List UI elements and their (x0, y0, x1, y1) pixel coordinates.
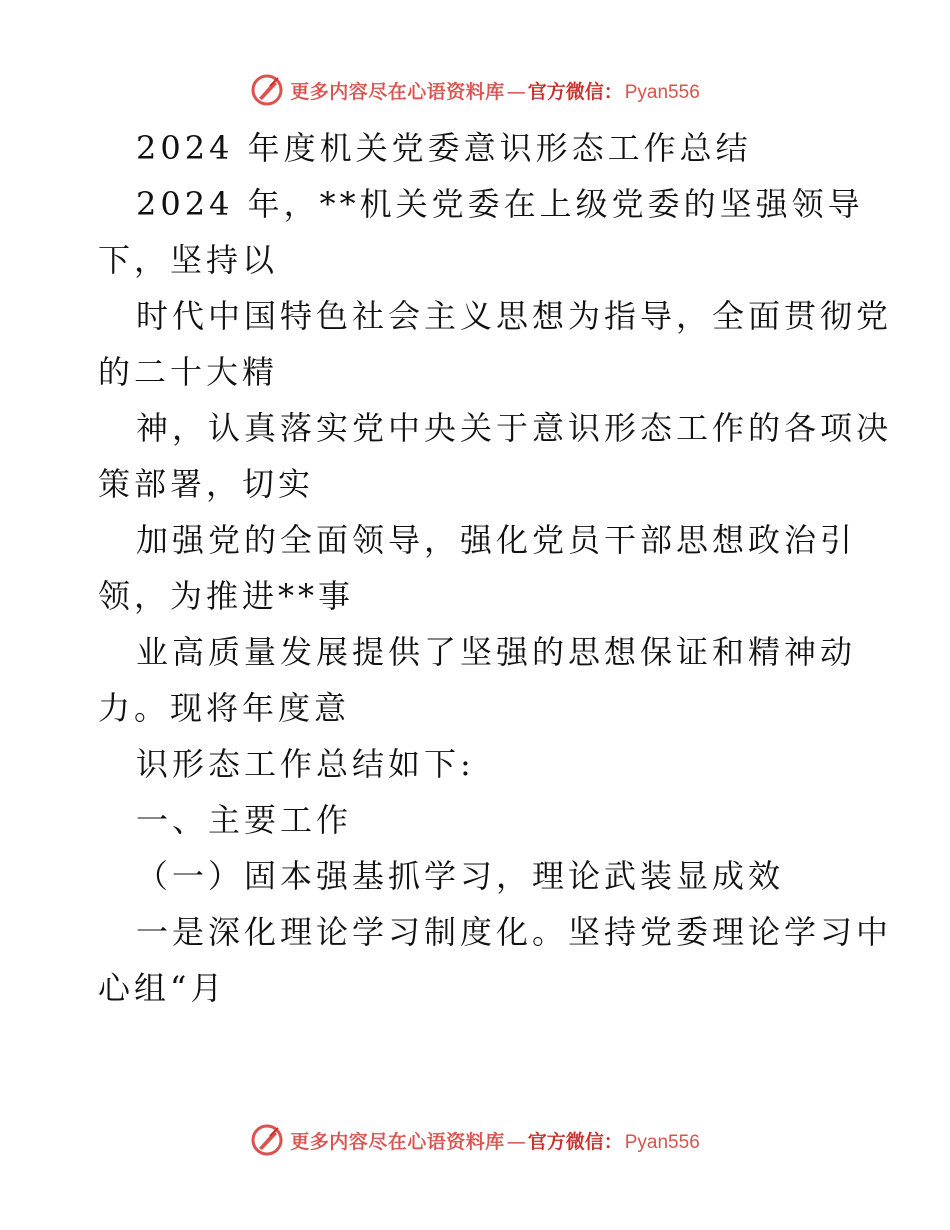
banner-site-name: 更多内容尽在心语资料库 (290, 1130, 505, 1153)
header-watermark-banner (0, 70, 950, 110)
quill-pen-logo-icon (250, 73, 284, 107)
subsection-heading: （一）固本强基抓学习，理论武装显成效 (136, 857, 785, 895)
paragraph-line: 业高质量发展提供了坚强的思想保证和精神动 (136, 633, 857, 671)
section-heading: 一、主要工作 (136, 801, 353, 839)
paragraph-line: 策部署，切实 (98, 465, 315, 503)
paragraph-line: 下，坚持以 (98, 241, 279, 279)
banner-site-name: 更多内容尽在心语资料库 (290, 80, 505, 103)
document-title: 2024 年度机关党委意识形态工作总结 (136, 129, 752, 167)
paragraph-line: 识形态工作总结如下: (136, 745, 475, 783)
banner-wechat-id: Pyan556 (624, 81, 700, 103)
banner-dash: — (506, 80, 526, 103)
banner-wechat-label: 官方微信： (527, 80, 623, 103)
document-body (98, 120, 893, 1016)
banner-dash: — (506, 1130, 526, 1153)
paragraph-line: 的二十大精 (98, 353, 279, 391)
paragraph-line: 2024 年，**机关党委在上级党委的坚强领导 (136, 185, 864, 223)
quill-pen-logo-icon (250, 1123, 284, 1157)
paragraph-line: 一是深化理论学习制度化。坚持党委理论学习中 (136, 913, 893, 951)
banner-wechat-label: 官方微信： (527, 1130, 623, 1153)
paragraph-line: 领，为推进**事 (98, 577, 355, 615)
paragraph-line: 时代中国特色社会主义思想为指导，全面贯彻党 (136, 297, 893, 335)
paragraph-line: 加强党的全面领导，强化党员干部思想政治引 (136, 521, 857, 559)
paragraph-line: 心组“月 (98, 969, 227, 1007)
banner-wechat-id: Pyan556 (624, 1131, 700, 1153)
paragraph-line: 神，认真落实党中央关于意识形态工作的各项决 (136, 409, 893, 447)
paragraph-line: 力。现将年度意 (98, 689, 351, 727)
footer-watermark-banner (0, 1120, 950, 1160)
